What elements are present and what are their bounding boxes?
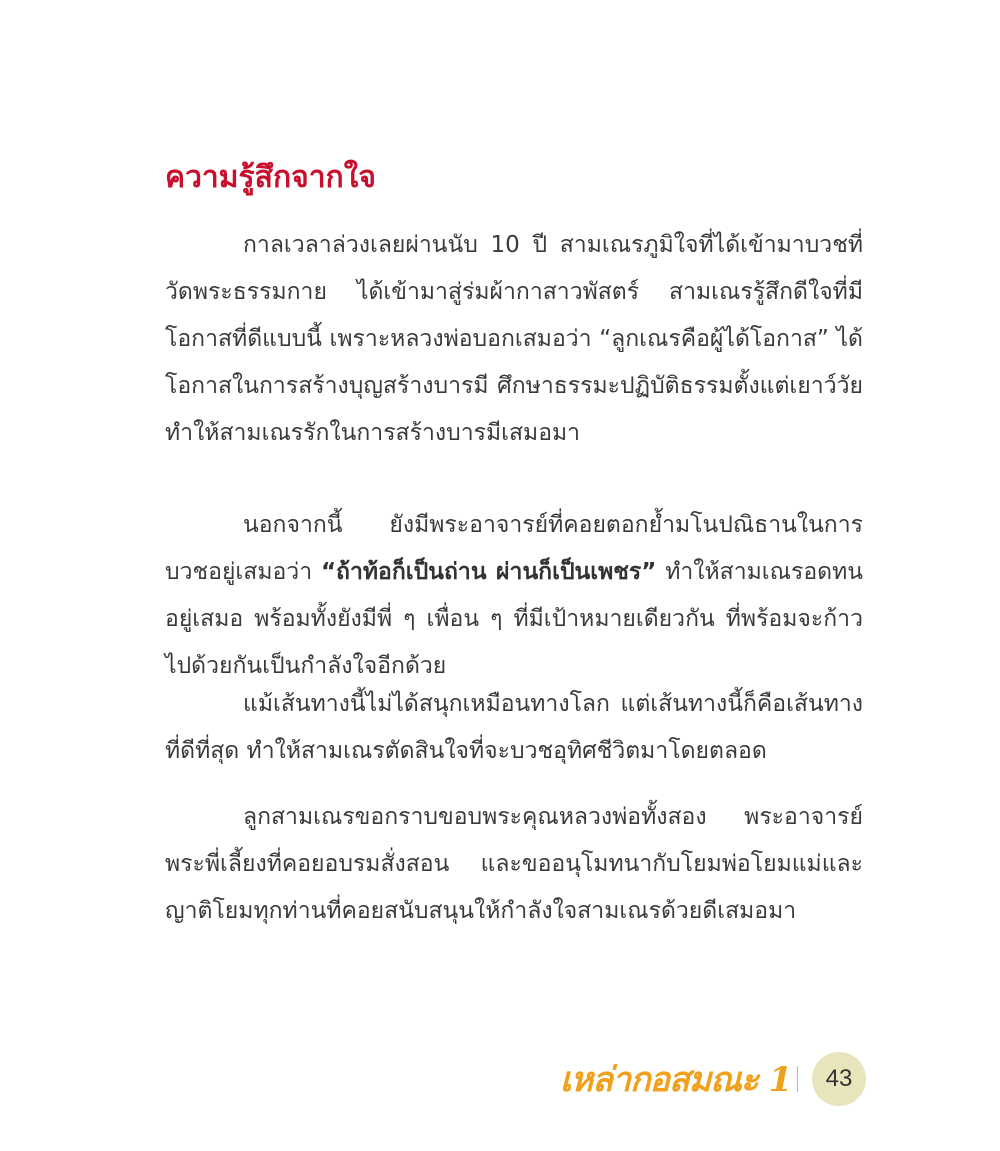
page-title: ความรู้สึกจากใจ <box>165 160 376 195</box>
paragraph-2-quote: “ถ้าท้อก็เป็นถ่าน ผ่านก็เป็นเพชร” <box>320 559 657 585</box>
footer-divider <box>797 1066 798 1092</box>
paragraph-1: กาลเวลาล่วงเลยผ่านนับ 10 ปี สามเณรภูมิใจที่ได้เข้ามาบวชที่วัดพระธรรมกาย ได้เข้ามาสู่ร่มผ้ากาสาวพัสตร์ สามเณรรู้สึกดีใจที่มีโอกาสที่ดีแบบนี้ เพราะหลวงพ่อบอกเสมอว่า “ลูกเณรคือผู้ได้โอกาส” ได้โอกาสในการสร้างบุญสร้างบารมี ศึกษาธรรมะปฏิบัติธรรมตั้งแต่เยาว์วัย ทำให้สามเณรรักในการสร้างบารมีเสมอมา <box>165 232 863 446</box>
paragraph-2-text-start: นอกจากนี้ ยังมีพระอาจารย์ที่คอยตอกย้ำมโนปณิธานในการบวชอยู่เสมอว่า <box>165 512 863 585</box>
paragraph-3: แม้เส้นทางนี้ไม่ได้สนุกเหมือนทางโลก แต่เส้นทางนี้ก็คือเส้นทางที่ดีที่สุด ทำให้สามเณรตัดสินใจที่จะบวชอุทิศชีวิตมาโดยตลอด <box>165 691 863 764</box>
paragraph-2 <box>165 502 863 690</box>
paragraph-2-text-end: ทำให้สามเณรอดทนอยู่เสมอ พร้อมทั้งยังมีพี่ ๆ เพื่อน ๆ ที่มีเป้าหมายเดียวกัน ที่พร้อมจะก้าวไปด้วยกันเป็นกำลังใจอีกด้วย <box>165 559 863 679</box>
book-logo: เหล่ากอสมณะ 1 <box>560 1060 792 1100</box>
page-number-badge: 43 <box>812 1052 866 1106</box>
paragraph-4: ลูกสามเณรขอกราบขอบพระคุณหลวงพ่อทั้งสอง พระอาจารย์พระพี่เลี้ยงที่คอยอบรมสั่งสอน และขออนุโมทนากับโยมพ่อโยมแม่และญาติโยมทุกท่านที่คอยสนับสนุนให้กำลังใจสามเณรด้วยดีเสมอมา <box>165 804 863 924</box>
